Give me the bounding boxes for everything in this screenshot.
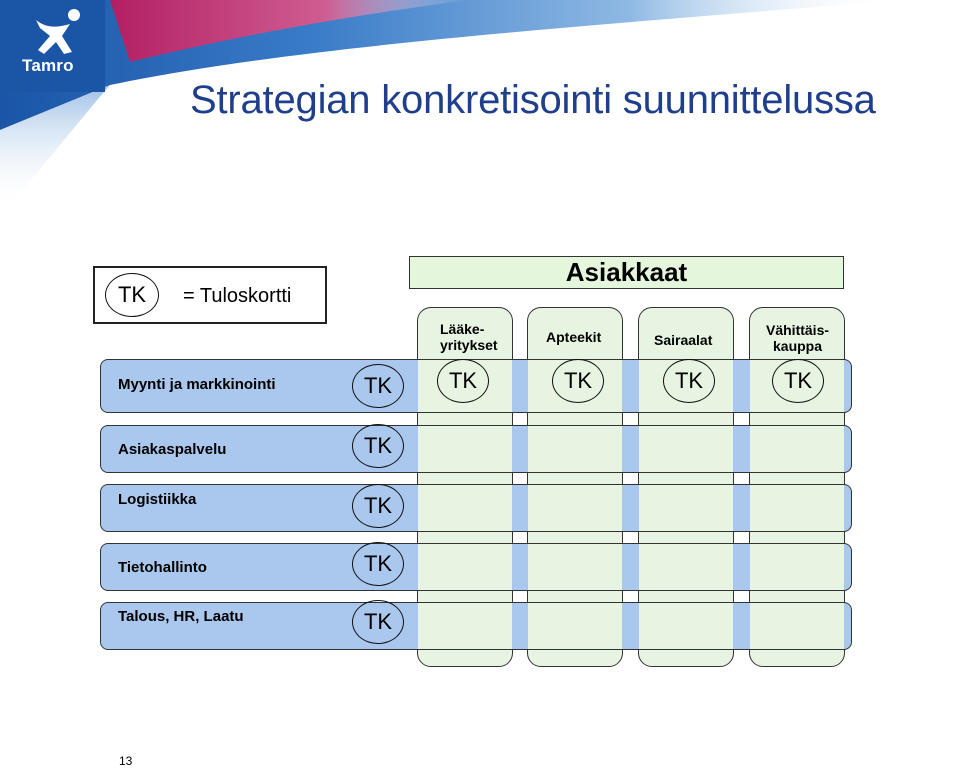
row-label-logistiikka: Logistiikka bbox=[118, 491, 197, 508]
column-label-line1: Vähittäis- bbox=[766, 322, 830, 338]
tk-oval: TK bbox=[437, 359, 489, 403]
customers-header: Asiakkaat bbox=[409, 256, 844, 289]
column-label-line2: kauppa bbox=[773, 338, 823, 354]
tk-oval: TK bbox=[352, 424, 404, 468]
cell bbox=[750, 485, 844, 531]
cell bbox=[528, 485, 622, 531]
legend-box bbox=[93, 266, 327, 324]
cell bbox=[639, 544, 733, 590]
column-label-apteekit: Apteekit bbox=[546, 329, 602, 345]
column-label-line1: Lääke- bbox=[440, 321, 485, 337]
column-label-vahittaiskauppa bbox=[766, 322, 829, 354]
row-label-talous: Talous, HR, Laatu bbox=[118, 608, 244, 625]
tamro-figure-icon bbox=[30, 6, 90, 58]
cell bbox=[418, 426, 512, 472]
cell bbox=[639, 603, 733, 649]
row-label-asiakaspalvelu: Asiakaspalvelu bbox=[118, 441, 227, 458]
column-label-laakeyritykset bbox=[440, 321, 498, 353]
cell bbox=[750, 544, 844, 590]
legend-tk-oval: TK bbox=[105, 273, 159, 317]
row-label-tietohallinto: Tietohallinto bbox=[118, 559, 207, 576]
tk-oval: TK bbox=[352, 364, 404, 408]
cell bbox=[639, 426, 733, 472]
tk-oval: TK bbox=[352, 542, 404, 586]
cell bbox=[528, 544, 622, 590]
cell bbox=[750, 603, 844, 649]
column-label-line2: yritykset bbox=[440, 337, 498, 353]
column-label-sairaalat: Sairaalat bbox=[654, 332, 713, 348]
tk-oval: TK bbox=[772, 359, 824, 403]
cell bbox=[528, 426, 622, 472]
cell bbox=[528, 603, 622, 649]
cell bbox=[418, 603, 512, 649]
tk-oval: TK bbox=[552, 359, 604, 403]
cell bbox=[418, 544, 512, 590]
logo-text: Tamro bbox=[22, 56, 74, 75]
tk-oval: TK bbox=[663, 359, 715, 403]
row-label-myynti: Myynti ja markkinointi bbox=[118, 376, 276, 393]
tk-oval: TK bbox=[352, 600, 404, 644]
cell bbox=[418, 485, 512, 531]
page-title: Strategian konkretisointi suunnittelussa bbox=[190, 78, 876, 122]
cell bbox=[639, 485, 733, 531]
page-number: 13 bbox=[119, 754, 133, 768]
cell bbox=[750, 426, 844, 472]
tk-oval: TK bbox=[352, 484, 404, 528]
legend-definition: = Tuloskortti bbox=[183, 285, 292, 307]
